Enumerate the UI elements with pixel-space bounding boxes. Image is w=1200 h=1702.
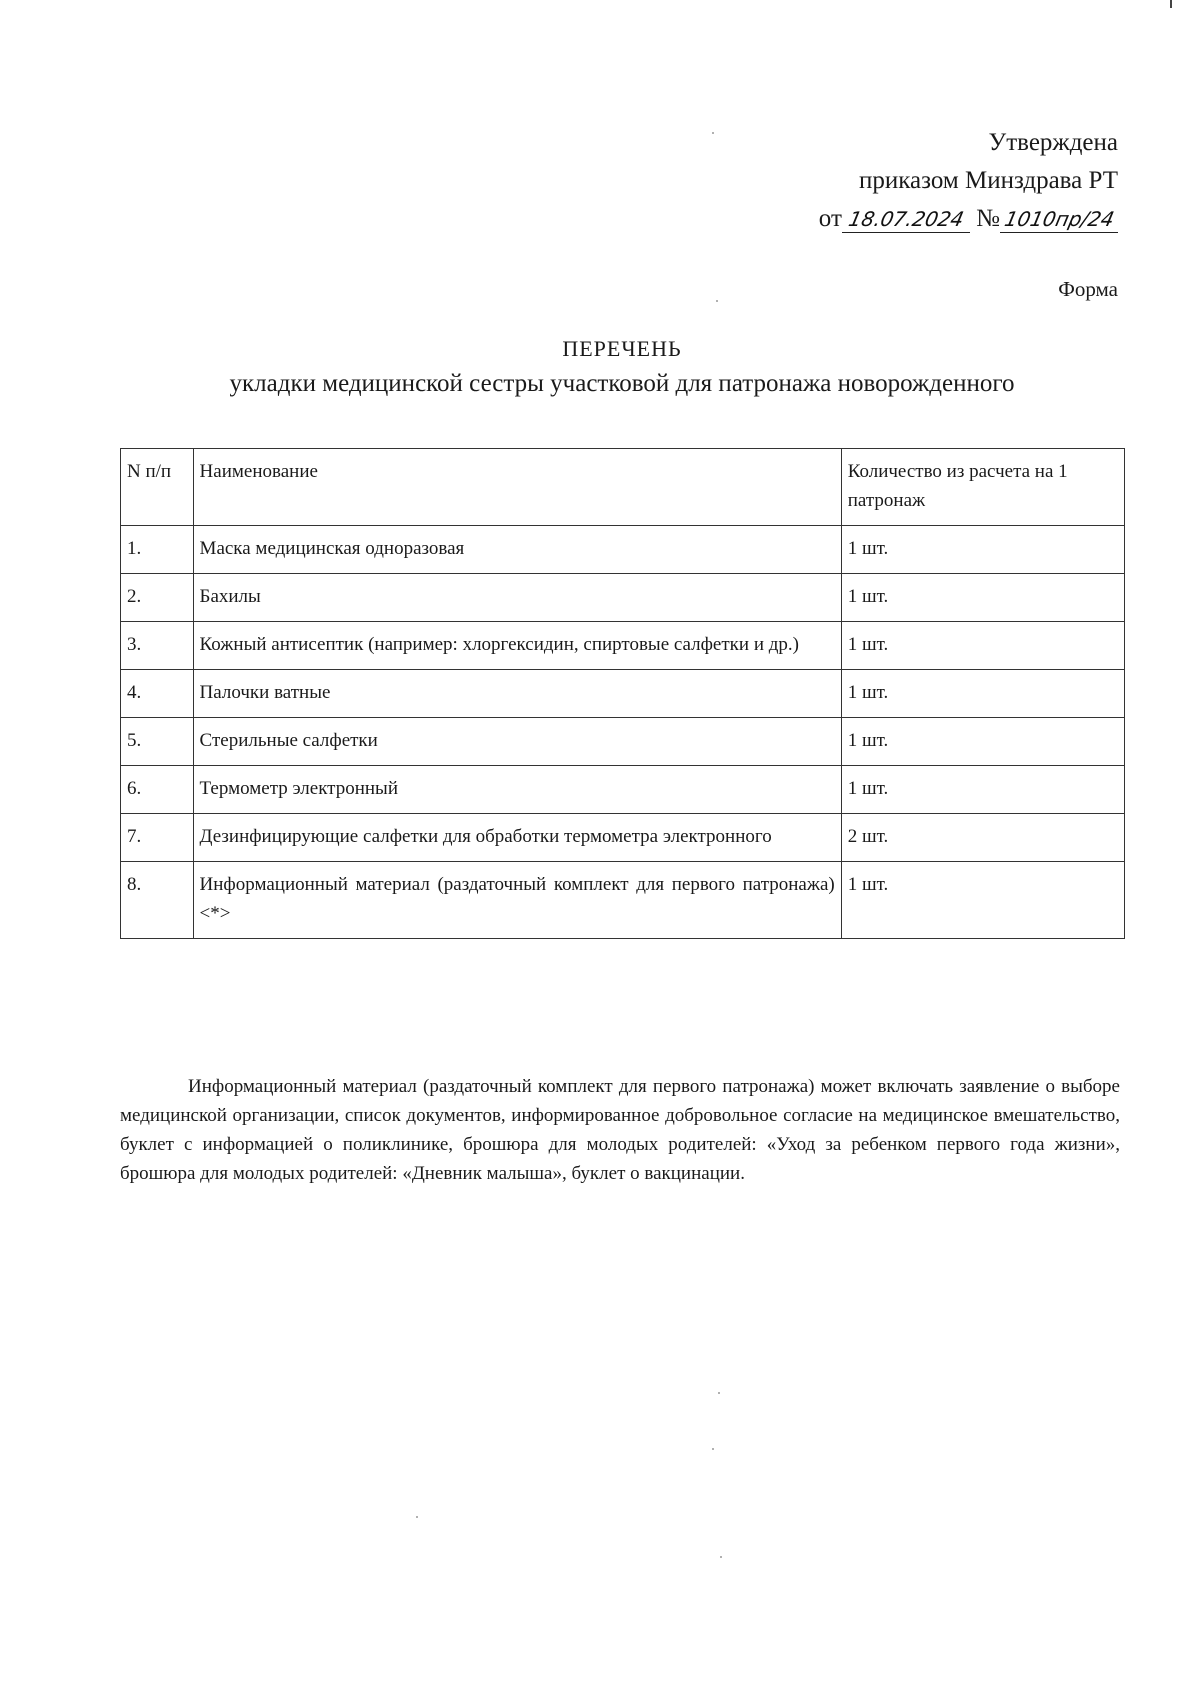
row-name: Дезинфицирующие салфетки для обработки термометра электронного <box>193 814 841 862</box>
approval-line-order: приказом Минздрава РТ <box>859 167 1118 194</box>
row-qty: 1 шт. <box>841 862 1124 939</box>
row-num: 3. <box>121 622 194 670</box>
row-name: Палочки ватные <box>193 670 841 718</box>
approval-line-date-number <box>819 200 1118 238</box>
row-num: 5. <box>121 718 194 766</box>
table-row <box>121 574 1125 622</box>
table-row <box>121 862 1125 939</box>
row-name: Кожный антисептик (например: хлоргексидин, спиртовые салфетки и др.) <box>193 622 841 670</box>
header-qty: Количество из расчета на 1 патронаж <box>841 449 1124 526</box>
document-title <box>120 333 1124 403</box>
row-qty: 1 шт. <box>841 526 1124 574</box>
scan-speck <box>712 1448 714 1450</box>
row-name: Стерильные салфетки <box>193 718 841 766</box>
row-qty: 1 шт. <box>841 622 1124 670</box>
row-name: Термометр электронный <box>193 766 841 814</box>
approval-stamp-block <box>819 124 1118 238</box>
scan-edge-mark <box>1170 0 1172 8</box>
row-qty: 2 шт. <box>841 814 1124 862</box>
row-num: 6. <box>121 766 194 814</box>
table-row <box>121 814 1125 862</box>
scan-speck <box>720 1556 722 1558</box>
header-num: N п/п <box>121 449 194 526</box>
row-name: Маска медицинская одноразовая <box>193 526 841 574</box>
row-qty: 1 шт. <box>841 574 1124 622</box>
scan-speck <box>716 300 718 302</box>
scan-speck <box>712 132 714 134</box>
scan-speck <box>416 1516 418 1518</box>
row-qty: 1 шт. <box>841 766 1124 814</box>
order-number-handwritten: 1010пр/24 <box>1002 207 1116 231</box>
approval-line-approved: Утверждена <box>988 129 1118 156</box>
table-row <box>121 670 1125 718</box>
order-date-handwritten: 18.07.2024 <box>846 207 966 231</box>
table-header-row <box>121 449 1125 526</box>
header-name: Наименование <box>193 449 841 526</box>
number-label: № <box>976 205 1000 232</box>
order-number-field <box>1000 206 1118 233</box>
table-row <box>121 718 1125 766</box>
row-num: 7. <box>121 814 194 862</box>
from-label: от <box>818 205 842 232</box>
table-row <box>121 622 1125 670</box>
row-qty: 1 шт. <box>841 718 1124 766</box>
row-name: Информационный материал (раздаточный комплект для первого патронажа) <*> <box>193 862 841 939</box>
items-table <box>120 448 1125 939</box>
row-num: 2. <box>121 574 194 622</box>
scan-speck <box>718 1392 720 1394</box>
table-row <box>121 766 1125 814</box>
row-name: Бахилы <box>193 574 841 622</box>
row-num: 1. <box>121 526 194 574</box>
title-heading: ПЕРЕЧЕНЬ <box>562 336 682 361</box>
row-qty: 1 шт. <box>841 670 1124 718</box>
footnote-paragraph: Информационный материал (раздаточный комплект для первого патронажа) может включать заявление о выборе медицинской организации, список документов, информированное добровольное согласие на медицинское вмешательство, буклет с информацией о поликлинике, брошюра для молодых родителей: «Уход за ребенком первого года жизни», брошюра для молодых родителей: «Дневник малыша», буклет о вакцинации. <box>120 1076 1120 1184</box>
title-subheading: укладки медицинской сестры участковой для патронажа новорожденного <box>229 370 1015 397</box>
form-label: Форма <box>1058 277 1118 301</box>
order-date-field <box>842 206 970 233</box>
row-num: 4. <box>121 670 194 718</box>
row-num: 8. <box>121 862 194 939</box>
table-row <box>121 526 1125 574</box>
